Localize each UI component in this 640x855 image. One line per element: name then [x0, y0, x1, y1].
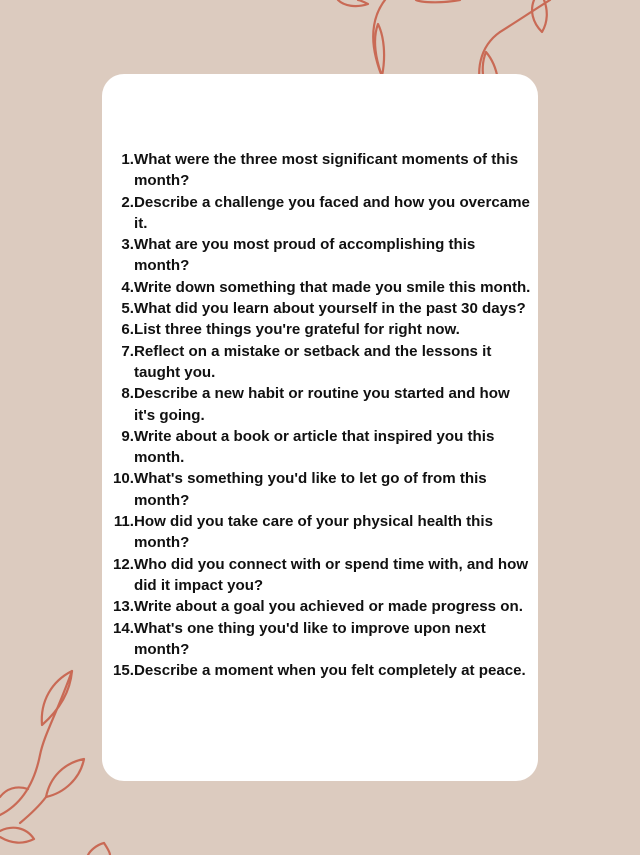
list-item [102, 618, 538, 661]
prompt-number: 1. [121, 151, 134, 168]
list-item [102, 298, 538, 319]
prompt-text: Write about a goal you achieved or made progress on. [134, 598, 523, 616]
prompt-text: What did you learn about yourself in the past 30 days? [134, 300, 526, 318]
prompt-number: 8. [121, 385, 134, 403]
list-item [102, 511, 538, 554]
prompt-text: Describe a new habit or routine you started and how it's going. [134, 385, 510, 424]
list-item [102, 468, 538, 511]
prompt-text: Write down something that made you smile this month. [134, 278, 531, 296]
list-item [102, 192, 538, 235]
prompt-number: 2. [121, 193, 134, 211]
prompt-text: List three things you're grateful for right now. [134, 321, 460, 339]
list-item [102, 554, 538, 597]
prompt-text: Write about a book or article that inspired you this month. [134, 427, 495, 467]
prompt-number: 3. [121, 236, 134, 254]
prompt-text: What were the three most significant moments of this month? [134, 151, 519, 190]
prompt-number: 12. [113, 555, 134, 573]
prompt-card [102, 74, 538, 781]
prompt-number: 15. [113, 662, 134, 680]
prompt-number: 9. [121, 427, 134, 445]
prompt-text: Describe a challenge you faced and how you overcame it. [134, 193, 530, 232]
list-item [102, 426, 538, 469]
prompt-text: What are you most proud of accomplishing this month? [134, 236, 476, 275]
list-item [102, 383, 538, 426]
prompt-text: Describe a moment when you felt completely at peace. [134, 662, 526, 680]
prompt-text: What's something you'd like to let go of from this month? [134, 470, 487, 509]
prompt-number: 13. [113, 598, 134, 616]
list-item [102, 234, 538, 277]
prompt-text: Reflect on a mistake or setback and the lessons it taught you. [134, 342, 492, 381]
list-item [102, 319, 538, 340]
prompt-number: 4. [121, 278, 134, 296]
list-item [102, 596, 538, 617]
prompt-number: 5. [121, 300, 134, 318]
journal-prompt-list [102, 149, 538, 681]
list-item [102, 277, 538, 298]
list-item [102, 660, 538, 681]
prompt-text: Who did you connect with or spend time with, and how did it impact you? [134, 555, 529, 594]
prompt-number: 10. [113, 470, 134, 488]
prompt-number: 7. [121, 342, 134, 360]
prompt-number: 14. [113, 619, 134, 637]
list-item [102, 149, 538, 192]
prompt-number: 6. [121, 321, 134, 339]
prompt-text: How did you take care of your physical health this month? [134, 513, 493, 552]
list-item [102, 341, 538, 384]
prompt-number: 11. [113, 513, 134, 531]
prompt-text: What's one thing you'd like to improve upon next month? [134, 619, 486, 658]
